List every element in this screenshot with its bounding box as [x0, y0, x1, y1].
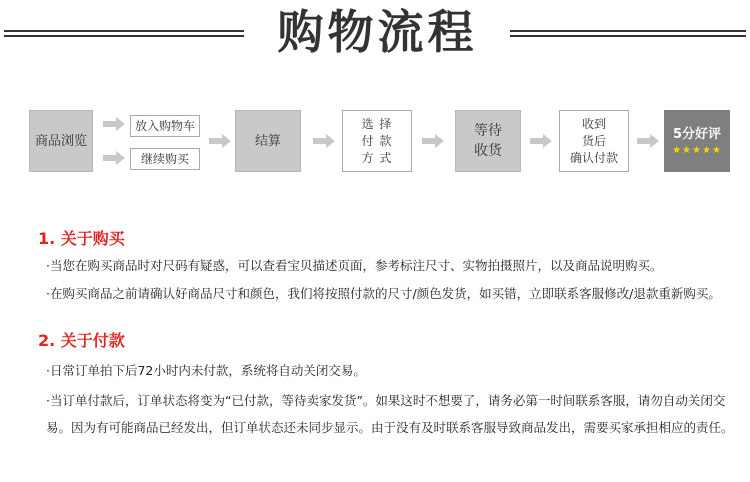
step-confirm-payment-line: 货后	[581, 133, 606, 148]
payment-note: ·日常订单拍下后72小时内未付款，系统将自动关闭交易。	[46, 363, 366, 378]
purchase-note: ·在购买商品之前请确认好商品尺寸和颜色，我们将按照付款的尺寸/颜色发货，如买错，立即联系客服修改/退款重新购买。	[46, 286, 721, 301]
page-title: 购物流程	[277, 5, 478, 59]
step-await-delivery	[455, 110, 521, 172]
header-rule-left	[4, 30, 244, 37]
shopping-flow	[0, 100, 750, 190]
arrow-right-icon	[637, 134, 659, 148]
step-browse-label: 商品浏览	[34, 133, 87, 149]
arrow-right-icon	[103, 151, 125, 165]
step-payment-method-line: 付 款	[361, 133, 393, 148]
step-rating-label: 5分好评	[672, 126, 722, 142]
arrow-right-icon	[313, 134, 335, 148]
arrow-right-icon	[422, 134, 444, 148]
section-title-payment: 2. 关于付款	[38, 331, 125, 350]
step-await-delivery-line: 等待	[474, 123, 502, 139]
step-confirm-payment-line: 收到	[581, 116, 606, 131]
page-header	[0, 0, 750, 72]
step-await-delivery-line: 收货	[474, 143, 502, 159]
step-confirm-payment-line: 确认付款	[569, 150, 618, 165]
section-title-purchase: 1. 关于购买	[38, 229, 125, 248]
step-continue-shopping-label: 继续购买	[140, 151, 189, 166]
step-payment-method-line: 选 择	[361, 116, 393, 131]
step-continue-shopping	[130, 148, 200, 170]
purchase-note: ·当您在购买商品时对尺码有疑惑，可以查看宝贝描述页面，参考标注尺寸、实物拍摄照片，以及商品说明购买。	[46, 258, 663, 273]
step-add-cart	[130, 115, 200, 137]
step-checkout	[235, 110, 301, 172]
payment-note: ·当订单付款后，订单状态将变为“已付款，等待卖家发货”。如果这时不想要了，请务必第一时间联系客服，请勿自动关闭交易。因为有可能商品已经发出，但订单状态还未同步显示。由于没有及时联系客服导致商品发出，需要买家承担相应的责任。	[46, 393, 734, 435]
arrow-right-icon	[530, 134, 552, 148]
step-confirm-payment	[559, 110, 629, 172]
step-checkout-label: 结算	[254, 133, 281, 149]
step-payment-method	[342, 110, 412, 172]
step-browse	[29, 110, 93, 172]
arrow-right-icon	[103, 117, 125, 131]
step-add-cart-label: 放入购物车	[134, 118, 195, 133]
step-rating	[664, 110, 730, 172]
arrow-right-icon	[209, 134, 231, 148]
step-payment-method-line: 方 式	[361, 150, 393, 165]
star-rating-icon: ★★★★★	[672, 144, 722, 156]
header-rule-right	[510, 30, 746, 37]
